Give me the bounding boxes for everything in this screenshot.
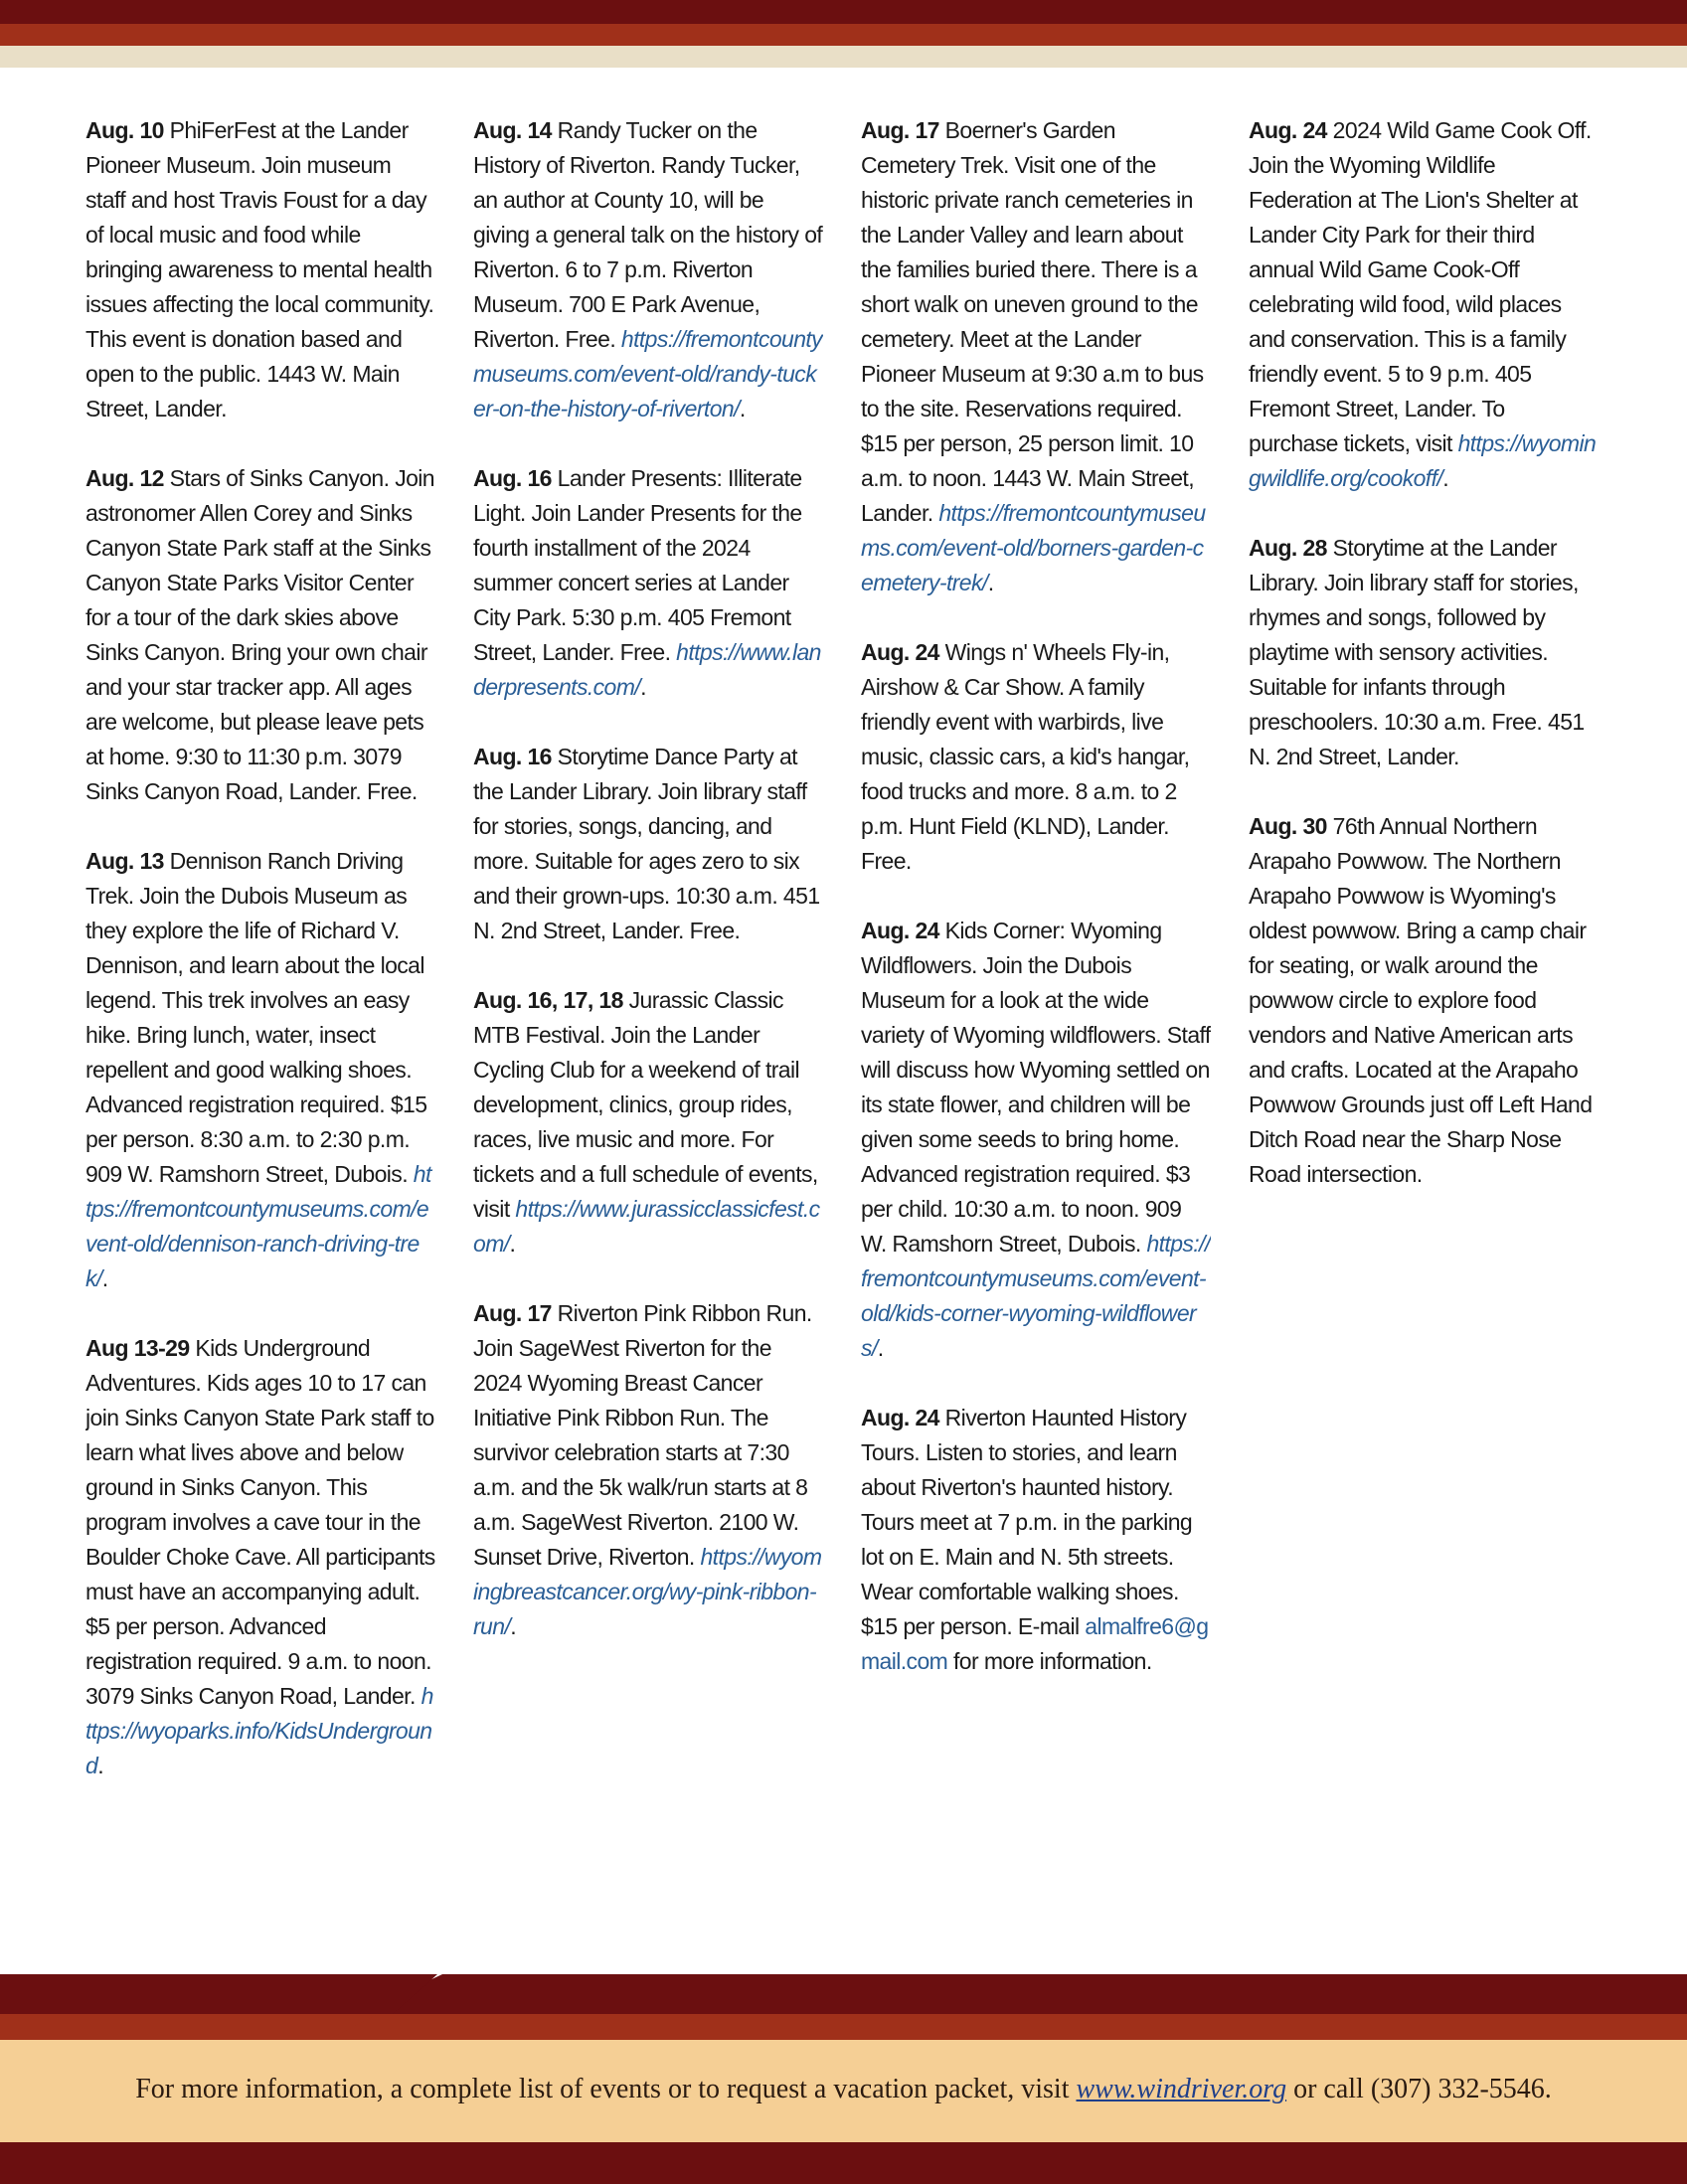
event-web-link[interactable]: https://fremontcountymuseums.com/event-old/borners-garden-cemetery-trek/ <box>861 500 1206 595</box>
event-date: Aug. 24 <box>861 918 939 943</box>
event-web-link[interactable]: https://wyomingbreastcancer.org/wy-pink-ribbon-run/ <box>473 1544 822 1639</box>
event-link-punctuation: . <box>509 1231 516 1257</box>
footer-text-before: For more information, a complete list of events or to request a vacation packet, visit <box>135 2074 1070 2104</box>
event-description: 2024 Wild Game Cook Off. Join the Wyoming Wildlife Federation at The Lion's Shelter at Lander City Park for their third annual Wild Game Cook-Off celebrating wild food, wild places and conservation. This is a family friendly event. 5 to 9 p.m. 405 Fremont Street, Lander. To purchase tickets, visit <box>1249 117 1592 456</box>
event-web-link[interactable]: https://fremontcountymuseums.com/event-old/kids-corner-wyoming-wildflowers/ <box>861 1231 1211 1361</box>
event-description: Randy Tucker on the History of Riverton. Randy Tucker, an author at County 10, will be giving a general talk on the history of Riverton. 6 to 7 p.m. Riverton Museum. 700 E Park Avenue, Riverton. Free. <box>473 117 823 352</box>
footer-stripe-dark-red-bottom <box>0 2142 1687 2184</box>
event-description: Kids Underground Adventures. Kids ages 10 to 17 can join Sinks Canyon State Park staff to learn what lives above and below ground in Sinks Canyon. This program involves a cave tour in the Boulder Choke Cave. All participants must have an accompanying adult. $5 per person. Advanced registration required. 9 a.m. to noon. 3079 Sinks Canyon Road, Lander. <box>85 1335 435 1709</box>
event-date: Aug. 24 <box>861 1405 939 1430</box>
top-decorative-band <box>0 0 1687 70</box>
event-date: Aug. 24 <box>1249 117 1327 143</box>
event-description: PhiFerFest at the Lander Pioneer Museum. Join museum staff and host Travis Foust for a day of local music and food while bringing awareness to mental health issues affecting the local community. This event is donation based and open to the public. 1443 W. Main Street, Lander. <box>85 117 434 421</box>
event-date: Aug. 13 <box>85 848 164 874</box>
event-entry <box>473 983 823 1261</box>
event-link-punctuation: . <box>640 674 646 700</box>
event-entry <box>1249 113 1599 496</box>
event-date: Aug. 16 <box>473 465 552 491</box>
event-link-punctuation: . <box>739 396 746 421</box>
event-date: Aug. 14 <box>473 117 552 143</box>
band-stripe-dark-red <box>0 0 1687 24</box>
event-description: Storytime Dance Party at the Lander Library. Join library staff for stories, songs, dancing, and more. Suitable for ages zero to six and their grown-ups. 10:30 a.m. 451 N. 2nd Street, Lander. Free. <box>473 744 820 943</box>
band-stripe-cream <box>0 46 1687 68</box>
event-date: Aug. 17 <box>473 1300 552 1326</box>
event-description: Kids Corner: Wyoming Wildflowers. Join the Dubois Museum for a look at the wide variety of Wyoming wildflowers. Staff will discuss how Wyoming settled on its state flower, and children will be given some seeds to bring home. Advanced registration required. $3 per child. 10:30 a.m. to noon. 909 W. Ramshorn Street, Dubois. <box>861 918 1211 1257</box>
event-date: Aug. 12 <box>85 465 164 491</box>
events-column-3 <box>861 113 1211 1843</box>
event-description: Jurassic Classic MTB Festival. Join the Lander Cycling Club for a weekend of trail development, clinics, group rides, races, live music and more. For tickets and a full schedule of events, visit <box>473 987 818 1222</box>
event-description: Lander Presents: Illiterate Light. Join Lander Presents for the fourth installment of the 2024 summer concert series at Lander City Park. 5:30 p.m. 405 Fremont Street, Lander. Free. <box>473 465 802 665</box>
event-entry <box>473 1296 823 1644</box>
event-description: Riverton Haunted History Tours. Listen to stories, and learn about Riverton's haunted history. Tours meet at 7 p.m. in the parking lot on E. Main and N. 5th streets. Wear comfortable walking shoes. $15 per person. E-mail <box>861 1405 1193 1639</box>
event-entry <box>861 914 1211 1366</box>
event-entry <box>473 740 823 948</box>
event-link-punctuation: . <box>987 570 994 595</box>
event-web-link[interactable]: https://wyomingwildlife.org/cookoff/ <box>1249 430 1597 491</box>
events-columns <box>85 113 1616 1843</box>
event-link-punctuation: . <box>97 1753 103 1778</box>
event-web-link[interactable]: https://fremontcountymuseums.com/event-old/randy-tucker-on-the-history-of-riverton/ <box>473 326 823 421</box>
event-description: Storytime at the Lander Library. Join library staff for stories, rhymes and songs, followed by playtime with sensory activities. Suitable for infants through preschoolers. 10:30 a.m. Free. 451 N. 2nd Street, Lander. <box>1249 535 1585 769</box>
band-stripe-rust <box>0 24 1687 46</box>
event-description: Wings n' Wheels Fly-in, Airshow & Car Show. A family friendly event with warbirds, live music, classic cars, a kid's hangar, food trucks and more. 8 a.m. to 2 p.m. Hunt Field (KLND), Lander. Free. <box>861 639 1190 874</box>
event-entry <box>1249 809 1599 1192</box>
event-date: Aug. 24 <box>861 639 939 665</box>
event-date: Aug. 17 <box>861 117 939 143</box>
event-entry <box>85 113 435 426</box>
event-link-punctuation: . <box>1442 465 1448 491</box>
event-date: Aug. 10 <box>85 117 164 143</box>
event-entry <box>861 113 1211 600</box>
event-entry <box>861 1401 1211 1679</box>
event-entry <box>85 844 435 1296</box>
event-entry <box>473 461 823 705</box>
event-date: Aug. 16, 17, 18 <box>473 987 623 1013</box>
event-date: Aug. 28 <box>1249 535 1327 561</box>
event-trailing-text: for more information. <box>953 1648 1152 1674</box>
event-description: Boerner's Garden Cemetery Trek. Visit one of the historic private ranch cemeteries in the Lander Valley and learn about the families buried there. There is a short walk on uneven ground to the cemetery. Meet at the Lander Pioneer Museum at 9:30 a.m to bus to the site. Reservations required. $15 per person, 25 person limit. 10 a.m. to noon. 1443 W. Main Street, Lander. <box>861 117 1204 526</box>
event-entry <box>473 113 823 426</box>
footer-text-after: or call (307) 332-5546. <box>1293 2074 1552 2104</box>
event-web-link[interactable]: https://www.landerpresents.com/ <box>473 639 821 700</box>
event-entry <box>85 461 435 809</box>
event-web-link[interactable]: https://wyoparks.info/KidsUnderground <box>85 1683 433 1778</box>
event-description: Dennison Ranch Driving Trek. Join the Dubois Museum as they explore the life of Richard V. Dennison, and learn about the local legend. This trek involves an easy hike. Bring lunch, water, insect repellent and good walking shoes. Advanced registration required. $15 per person. 8:30 a.m. to 2:30 p.m. 909 W. Ramshorn Street, Dubois. <box>85 848 427 1187</box>
event-entry <box>85 1331 435 1783</box>
event-entry <box>1249 531 1599 774</box>
event-email-link[interactable]: almalfre6@gmail.com <box>861 1613 1209 1674</box>
event-link-punctuation: . <box>101 1265 108 1291</box>
event-web-link[interactable]: https://www.jurassicclassicfest.com/ <box>473 1196 820 1257</box>
event-entry <box>861 635 1211 879</box>
event-date: Aug 13-29 <box>85 1335 190 1361</box>
events-column-1 <box>85 113 435 1843</box>
event-date: Aug. 30 <box>1249 813 1327 839</box>
footer-website-link[interactable]: www.windriver.org <box>1076 2074 1287 2104</box>
event-description: 76th Annual Northern Arapaho Powwow. The Northern Arapaho Powwow is Wyoming's oldest powwow. Bring a camp chair for seating, or walk around the powwow circle to explore food vendors and Native American arts and crafts. Located at the Arapaho Powwow Grounds just off Left Hand Ditch Road near the Sharp Nose Road intersection. <box>1249 813 1593 1187</box>
footer-chevron-shape <box>0 1974 457 2044</box>
footer-contact-text <box>0 2074 1687 2105</box>
event-description: Stars of Sinks Canyon. Join astronomer Allen Corey and Sinks Canyon State Park staff at the Sinks Canyon State Parks Visitor Center for a tour of the dark skies above Sinks Canyon. Bring your own chair and your star tracker app. All ages are welcome, but please leave pets at home. 9:30 to 11:30 p.m. 3079 Sinks Canyon Road, Lander. Free. <box>85 465 434 804</box>
events-column-4 <box>1249 113 1599 1843</box>
event-web-link[interactable]: https://fremontcountymuseums.com/event-old/dennison-ranch-driving-trek/ <box>85 1161 431 1291</box>
event-description: Riverton Pink Ribbon Run. Join SageWest Riverton for the 2024 Wyoming Breast Cancer Initiative Pink Ribbon Run. The survivor celebration starts at 7:30 a.m. and the 5k walk/run starts at 8 a.m. SageWest Riverton. 2100 W. Sunset Drive, Riverton. <box>473 1300 812 1570</box>
events-column-2 <box>473 113 823 1843</box>
event-date: Aug. 16 <box>473 744 552 769</box>
event-link-punctuation: . <box>510 1613 517 1639</box>
event-link-punctuation: . <box>877 1335 884 1361</box>
